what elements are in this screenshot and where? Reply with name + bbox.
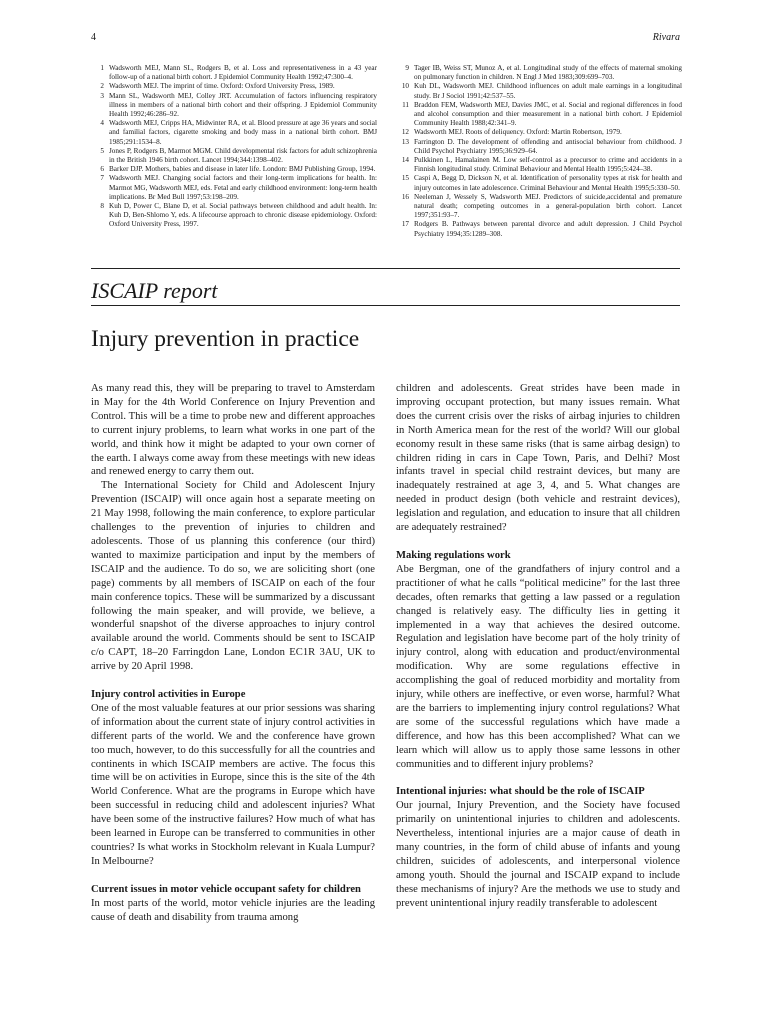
reference-item (91, 64, 377, 82)
reference-text: Pulkkinen L, Hamalainen M. Low self-control as a precursor to crime and accidents in a Finnish longitudinal study. Criminal Behaviour and Mental Health 1995;5:424–38. (414, 156, 682, 174)
reference-number: 5 (100, 146, 104, 155)
subheading: Intentional injuries: what should be the role of ISCAIP (396, 786, 645, 798)
top-rule (91, 268, 680, 269)
reference-text: Caspi A, Begg D, Dickson N, et al. Identification of personality types at risk for health and injury outcomes in late adolescence. Criminal Behaviour and Mental Health 1995;5:330–50. (414, 174, 682, 192)
reference-text: Barker DJP. Mothers, babies and disease in later life. London: BMJ Publishing Group, 1994. (109, 165, 376, 174)
subheading: Injury control activities in Europe (91, 689, 246, 701)
reference-text: Wadsworth MEJ. The imprint of time. Oxford: Oxford University Press, 1989. (109, 82, 335, 91)
reference-item (396, 174, 682, 192)
reference-item (91, 82, 377, 91)
reference-number: 10 (401, 82, 409, 91)
reference-text: Wadsworth MEJ, Mann SL, Rodgers B, et al. Loss and representativeness in a 43 year follow-up of a national birth cohort. J Epidemiol Community Health 1992;47:300–4. (109, 64, 377, 82)
reference-text: Wadsworth MEJ, Cripps HA, Midwinter RA, et al. Blood pressure at age 36 years and social and familial factors, cigarette smoking and body mass in a national birth cohort. BMJ 1985;291:1534–8. (109, 119, 377, 146)
section-rule (91, 305, 680, 306)
reference-number: 1 (100, 64, 104, 72)
reference-item (396, 64, 682, 82)
reference-text: Tager IB, Weiss ST, Munoz A, et al. Longitudinal study of the effects of maternal smoking on pulmonary function in children. N Engl J Med 1983;309:699–703. (414, 64, 682, 82)
reference-item (91, 92, 377, 120)
section-label: ISCAIP report (91, 278, 218, 303)
reference-number: 14 (401, 156, 409, 165)
reference-number: 17 (401, 220, 409, 229)
article-title: Injury prevention in practice (91, 326, 360, 352)
reference-text: Jones P, Rodgers B, Marmot MGM. Child developmental risk factors for adult schizophrenia in the British 1946 birth cohort. Lancet 1994;344:1398–402. (109, 146, 377, 165)
paragraph: As many read this, they will be preparing to travel to Amsterdam in May for the 4th World Conference on Injury Prevention and Control. This will be a time to probe new and different approaches to current injury problems, to learn what works in one part of the world, and think how it might be adapted to your own corner of the earth. I always come away from these meetings with new ideas and renewed energy to carry them out. (91, 383, 375, 478)
reference-number: 16 (401, 192, 409, 201)
reference-number: 6 (100, 165, 104, 174)
reference-item (396, 128, 682, 137)
reference-number: 4 (100, 119, 104, 128)
reference-number: 11 (402, 100, 409, 109)
paragraph: The International Society for Child and Adolescent Injury Prevention (ISCAIP) will once again host a separate meeting on 21 May 1998, following the main conference, to explore particular challenges to the prevention of injuries to children and adolescents. Those of us planning this conference (our third) wanted to maximize participation and input by the members of ISCAIP and the audience. To do so, we are soliciting short (one page) comments by all members of ISCAIP on each of the four main conference topics. These will be summarized by a discussant following the main speaker, and will provide, we believe, a wonderful snapshot of the diverse approaches to injury control available around the world. Comments should be sent to ISCAIP c/o CAPT, 18–20 Farringdon Lane, London EC1R 3AU, UK to arrive by 20 April 1998. (91, 480, 375, 673)
subheading: Current issues in motor vehicle occupant safety for children (91, 883, 361, 895)
subheading: Making regulations work (396, 549, 511, 561)
reference-text: Wadsworth MEJ. Roots of deliquency. Oxford: Martin Robertson, 1979. (414, 128, 622, 137)
reference-item (91, 202, 377, 230)
reference-number: 15 (401, 174, 409, 183)
reference-number: 8 (100, 202, 104, 211)
reference-item (396, 138, 682, 156)
left-column (91, 382, 375, 925)
reference-text: Farrington D. The development of offending and antisocial behaviour from childhood. J Child Psychol Psychiatry 1995;36:929–64. (414, 137, 682, 155)
running-head: Rivara (652, 32, 680, 43)
reference-item (91, 119, 377, 147)
reference-item (396, 82, 682, 100)
paragraph: In most parts of the world, motor vehicle injuries are the leading cause of death and disability from trauma among (91, 897, 375, 923)
reference-item (396, 220, 682, 238)
reference-text: Braddon FEM, Wadsworth MEJ, Davies JMC, et al. Social and regional differences in food and alcohol consumption and thier measurement in a national birth cohort. J Epidemiol Community Health 1988;42:341–9. (414, 100, 682, 128)
references-right (396, 64, 682, 239)
paragraph: children and adolescents. Great strides have been made in improving occupant protection, but many issues remain. What does the current crisis over the risks of airbag injuries to children in North America mean for the rest of the world? Will our global economy result in these same risks (that is same airbag design) to children riding in cars in Cape Town, Paris, and Delhi? Most infants travel in special child restraint devices, but many are inadequately restrained at age 3, 4, and 5. What changes are needed in product design (both vehicle and restraint devices), legislation and regulation, and education to insure that all children are adequately restrained? (396, 383, 680, 534)
paragraph: One of the most valuable features at our prior sessions was sharing of information about the current state of injury control activities in different parts of the world. We and the conference have grown too much, however, to do this successfully for all the countries and continents in which ISCAIP members are active. The focus this time will be on activities in Europe, since this is the site of the 4th World Conference. What are the programs in Europe which have been successful in reducing child and adolescent injuries? What have been some of the instructive failures? How much of what has been learned in Europe can be transferred to communities in other countries? Is what works in Stockholm relevant in Kuala Lumpur? In Melbourne? (91, 702, 375, 867)
page-number: 4 (91, 32, 96, 43)
reference-item (396, 193, 682, 221)
reference-number: 3 (100, 91, 104, 100)
reference-number: 9 (405, 64, 409, 72)
reference-item (91, 147, 377, 165)
reference-text: Wadsworth MEJ. Changing social factors and their long-term implications for health. In: Marmot MG, Wadsworth MEJ, eds. Fetal and early childhood environment: long-term health implications. Br Med Bull 1997;53:198–209. (109, 174, 377, 201)
reference-item (91, 165, 377, 174)
right-column (396, 382, 680, 911)
reference-number: 2 (100, 82, 104, 91)
reference-text: Mann SL, Wadsworth MEJ, Colley JRT. Accumulation of factors influencing respiratory illness in members of a national birth cohort and their offspring. J Epidemiol Community Health 1992;46:286–92. (109, 91, 377, 119)
reference-text: Neeleman J, Wessely S, Wadsworth MEJ. Predictors of suicide,accidental and premature natural death; competing outcomes in a general-population birth cohort. Lancet 1997;351:93–7. (414, 192, 682, 220)
reference-text: Kuh DL, Wadsworth MEJ. Childhood influences on adult male earnings in a longitudinal study. Br J Sociol 1991;42:537–55. (414, 82, 682, 100)
reference-number: 7 (100, 174, 104, 183)
paragraph: Abe Bergman, one of the grandfathers of injury control and a practitioner of what he calls “political medicine” for the last three decades, often remarks that getting a law passed or a regulation changed is relatively easy. The difficulty lies in getting it implemented in a way that achieves the desired outcome. Regulation and legislation have become part of the holy trinity of injury control, along with education and product/environmental modification. Why are some regulations effective in accomplishing the goal of reduced morbidity and mortality from injury, while others are ineffective, or even worse, harmful? What are the barriers to implementing injury control regulations? What are some of the successful regulations which have made a difference, and how has this been accomplished? What can we learn which will allow us to apply those same lessons in other communities and to different injury problems? (396, 563, 680, 770)
reference-item (396, 101, 682, 129)
references-left (91, 64, 377, 230)
reference-text: Kuh D, Power C, Blane D, et al. Social pathways between childhood and adult health. In: Kuh D, Ben-Shlomo Y, eds. A lifecourse approach to chronic disease epidemiology. Oxford: Oxford University Press, 1997. (109, 202, 377, 229)
paragraph: Our journal, Injury Prevention, and the Society have focused primarily on unintentional injuries to children and adolescents. Nevertheless, intentional injuries are a major cause of death in many countries, in the form of child abuse of infants and young children, suicides of adolescents, and interpersonal violence among youth. Should the journal and ISCAIP expand to include these mechanisms of injury? Are the methods we use to study and prevent unintentional injury readily transferable to adolescent (396, 800, 680, 909)
reference-number: 12 (401, 128, 409, 137)
reference-number: 13 (401, 137, 409, 146)
reference-text: Rodgers B. Pathways between parental divorce and adult depression. J Child Psychol Psychiatry 1994;35:1289–308. (414, 220, 682, 238)
reference-item (396, 156, 682, 174)
reference-item (91, 174, 377, 202)
